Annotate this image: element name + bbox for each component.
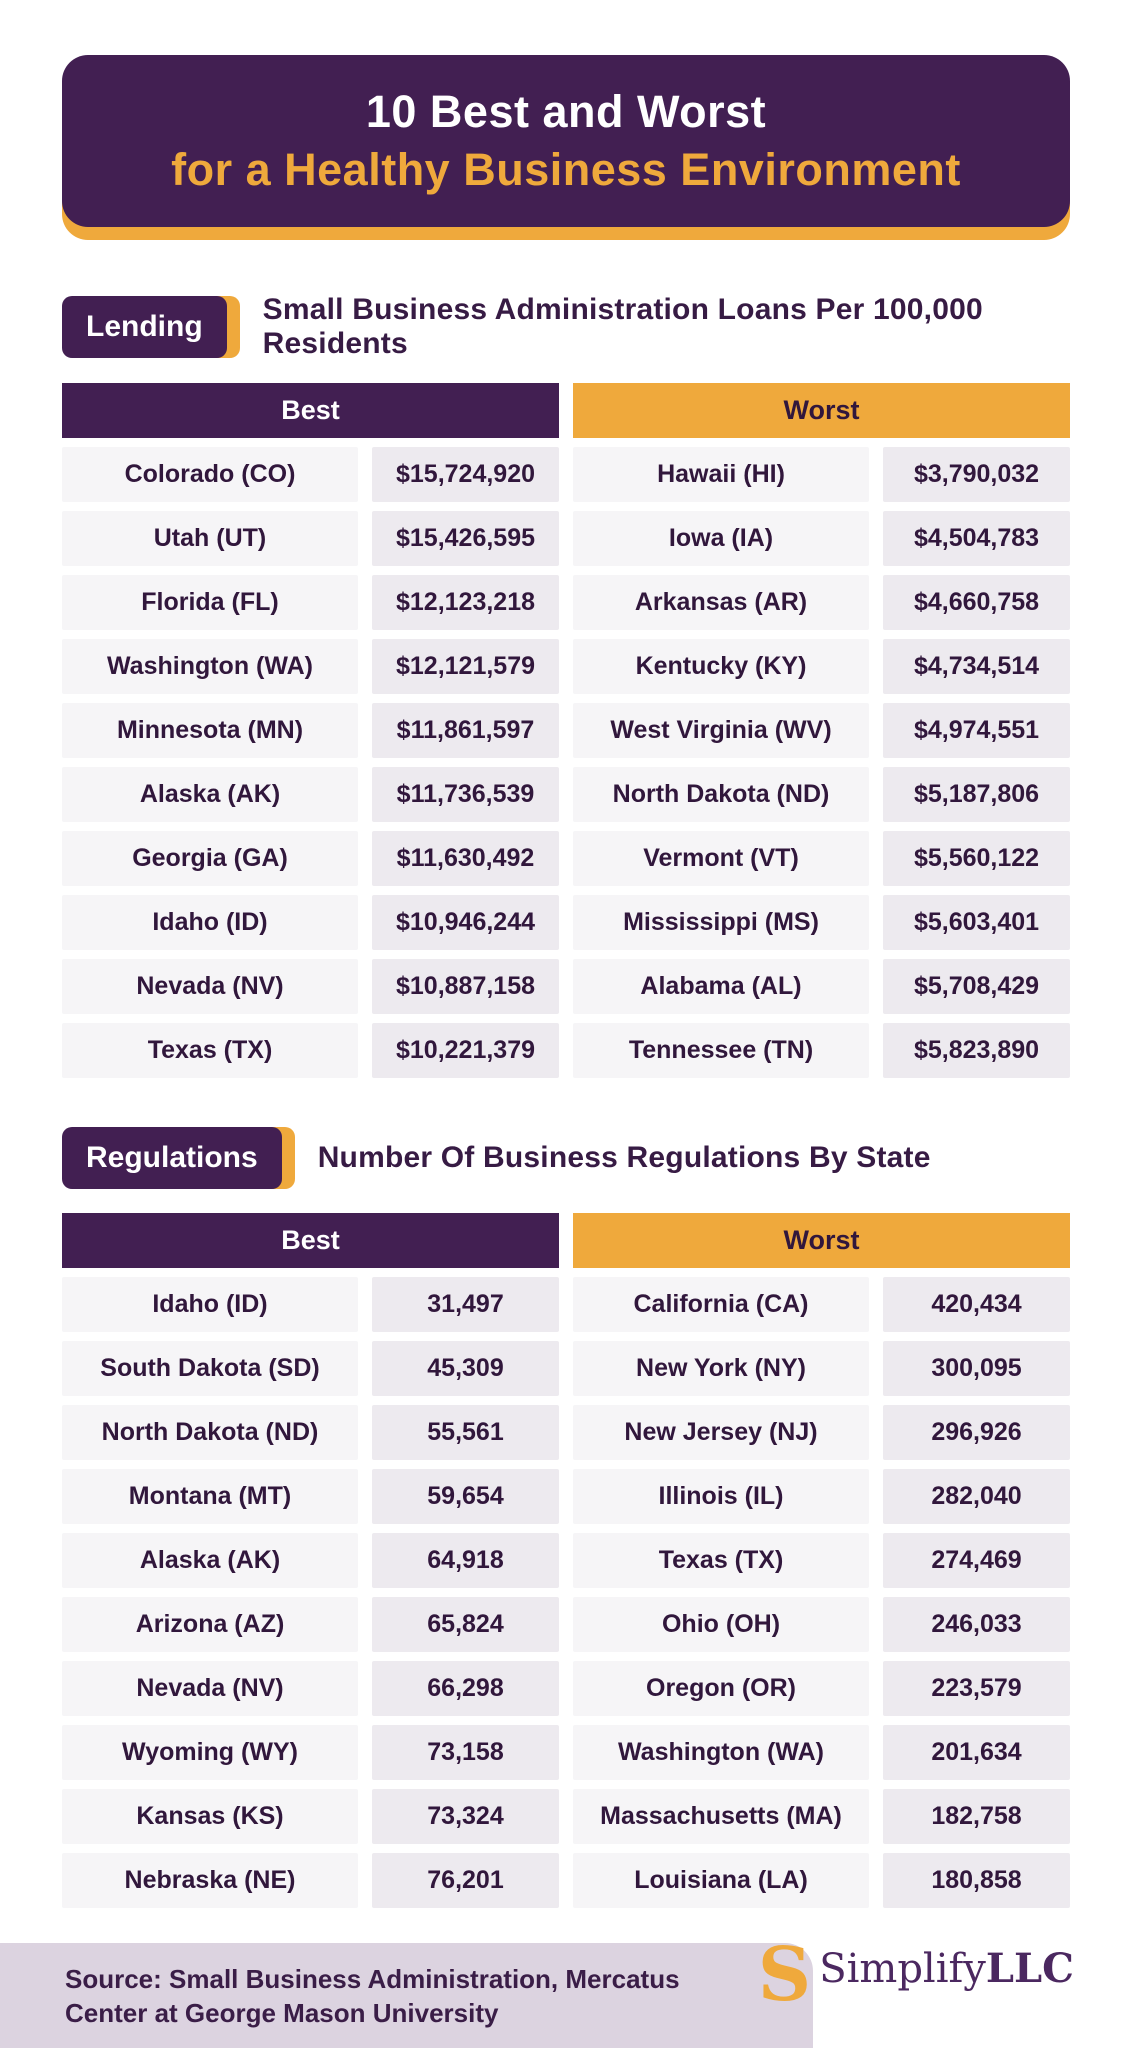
table-cell-value: 182,758 <box>883 1789 1070 1844</box>
table-cell-value: 73,158 <box>372 1725 559 1780</box>
simplifyllc-logo-mark-icon: S <box>757 1932 812 2018</box>
page-title-line1: 10 Best and Worst <box>365 86 767 137</box>
table-cell-value: 223,579 <box>883 1661 1070 1716</box>
logo-name: Simplify <box>819 1946 986 1992</box>
regulations-badge: Regulations <box>62 1127 282 1189</box>
table-cell-state: Nebraska (NE) <box>62 1853 358 1908</box>
section-head-regulations <box>62 1127 1070 1189</box>
table-cell-value: $5,560,122 <box>883 831 1070 886</box>
table-cell-value: 31,497 <box>372 1277 559 1332</box>
table-cell-value: 55,561 <box>372 1405 559 1460</box>
table-cell-value: $12,121,579 <box>372 639 559 694</box>
table-cell-value: 420,434 <box>883 1277 1070 1332</box>
table-cell-value: 76,201 <box>372 1853 559 1908</box>
simplifyllc-logo-text <box>819 1945 1074 1992</box>
table-cell-state: Vermont (VT) <box>573 831 869 886</box>
table-cell-state: Oregon (OR) <box>573 1661 869 1716</box>
lending-worst-column-header: Worst <box>573 383 1070 438</box>
lending-section-title: Small Business Administration Loans Per 100,000 Residents <box>262 293 983 360</box>
regulations-table <box>62 1213 1070 1908</box>
table-cell-value: 282,040 <box>883 1469 1070 1524</box>
lending-badge: Lending <box>62 296 227 358</box>
regulations-best-column-header: Best <box>62 1213 559 1268</box>
table-cell-state: Wyoming (WY) <box>62 1725 358 1780</box>
table-cell-state: Colorado (CO) <box>62 447 358 502</box>
table-cell-state: Tennessee (TN) <box>573 1023 869 1078</box>
table-cell-state: New Jersey (NJ) <box>573 1405 869 1460</box>
table-cell-value: $4,734,514 <box>883 639 1070 694</box>
table-cell-value: $15,724,920 <box>372 447 559 502</box>
page-title-line2: for a Healthy Business Environment <box>171 144 961 195</box>
table-cell-value: 59,654 <box>372 1469 559 1524</box>
table-cell-value: $5,603,401 <box>883 895 1070 950</box>
table-cell-state: Texas (TX) <box>573 1533 869 1588</box>
table-cell-value: $4,660,758 <box>883 575 1070 630</box>
table-cell-state: North Dakota (ND) <box>573 767 869 822</box>
table-cell-state: Ohio (OH) <box>573 1597 869 1652</box>
table-cell-state: Massachusetts (MA) <box>573 1789 869 1844</box>
section-head-lending <box>62 293 1070 361</box>
table-cell-state: Hawaii (HI) <box>573 447 869 502</box>
table-cell-value: $11,630,492 <box>372 831 559 886</box>
table-cell-state: Iowa (IA) <box>573 511 869 566</box>
table-cell-state: West Virginia (WV) <box>573 703 869 758</box>
table-cell-state: Idaho (ID) <box>62 895 358 950</box>
table-cell-state: Mississippi (MS) <box>573 895 869 950</box>
table-cell-value: 300,095 <box>883 1341 1070 1396</box>
table-cell-value: 64,918 <box>372 1533 559 1588</box>
table-cell-state: Kentucky (KY) <box>573 639 869 694</box>
header-banner <box>62 55 1070 227</box>
source-footer <box>0 1932 813 2048</box>
table-cell-state: Nevada (NV) <box>62 959 358 1014</box>
table-cell-state: Illinois (IL) <box>573 1469 869 1524</box>
lending-table <box>62 383 1070 1078</box>
table-cell-state: Utah (UT) <box>62 511 358 566</box>
table-cell-state: New York (NY) <box>573 1341 869 1396</box>
table-cell-state: North Dakota (ND) <box>62 1405 358 1460</box>
table-cell-value: $4,504,783 <box>883 511 1070 566</box>
table-cell-value: 66,298 <box>372 1661 559 1716</box>
table-cell-state: Alaska (AK) <box>62 767 358 822</box>
table-cell-value: $12,123,218 <box>372 575 559 630</box>
simplifyllc-logo <box>757 1932 1074 2018</box>
table-cell-state: Georgia (GA) <box>62 831 358 886</box>
regulations-section-title: Number Of Business Regulations By State <box>317 1141 931 1174</box>
table-cell-value: 274,469 <box>883 1533 1070 1588</box>
table-cell-value: 296,926 <box>883 1405 1070 1460</box>
table-cell-state: Alabama (AL) <box>573 959 869 1014</box>
table-cell-value: 65,824 <box>372 1597 559 1652</box>
table-cell-value: 246,033 <box>883 1597 1070 1652</box>
table-cell-value: 201,634 <box>883 1725 1070 1780</box>
table-cell-value: 45,309 <box>372 1341 559 1396</box>
table-cell-state: Florida (FL) <box>62 575 358 630</box>
table-cell-value: $5,823,890 <box>883 1023 1070 1078</box>
table-cell-state: South Dakota (SD) <box>62 1341 358 1396</box>
logo-suffix: LLC <box>985 1945 1074 1992</box>
table-cell-state: California (CA) <box>573 1277 869 1332</box>
lending-best-column-header: Best <box>62 383 559 438</box>
table-cell-state: Idaho (ID) <box>62 1277 358 1332</box>
source-text: Source: Small Business Administration, Mercatus Center at George Mason University <box>65 1963 680 2028</box>
regulations-worst-column-header: Worst <box>573 1213 1070 1268</box>
table-cell-value: $11,861,597 <box>372 703 559 758</box>
table-cell-state: Louisiana (LA) <box>573 1853 869 1908</box>
table-cell-value: $3,790,032 <box>883 447 1070 502</box>
table-cell-value: 180,858 <box>883 1853 1070 1908</box>
table-cell-state: Washington (WA) <box>573 1725 869 1780</box>
table-cell-value: $11,736,539 <box>372 767 559 822</box>
table-cell-value: $10,946,244 <box>372 895 559 950</box>
table-cell-state: Kansas (KS) <box>62 1789 358 1844</box>
table-cell-state: Alaska (AK) <box>62 1533 358 1588</box>
table-cell-state: Washington (WA) <box>62 639 358 694</box>
table-cell-value: $15,426,595 <box>372 511 559 566</box>
table-cell-state: Montana (MT) <box>62 1469 358 1524</box>
table-cell-state: Arkansas (AR) <box>573 575 869 630</box>
table-cell-value: $10,887,158 <box>372 959 559 1014</box>
table-cell-value: 73,324 <box>372 1789 559 1844</box>
table-cell-state: Texas (TX) <box>62 1023 358 1078</box>
table-cell-state: Minnesota (MN) <box>62 703 358 758</box>
table-cell-value: $5,187,806 <box>883 767 1070 822</box>
table-cell-value: $5,708,429 <box>883 959 1070 1014</box>
table-cell-value: $10,221,379 <box>372 1023 559 1078</box>
table-cell-state: Arizona (AZ) <box>62 1597 358 1652</box>
table-cell-state: Nevada (NV) <box>62 1661 358 1716</box>
table-cell-value: $4,974,551 <box>883 703 1070 758</box>
